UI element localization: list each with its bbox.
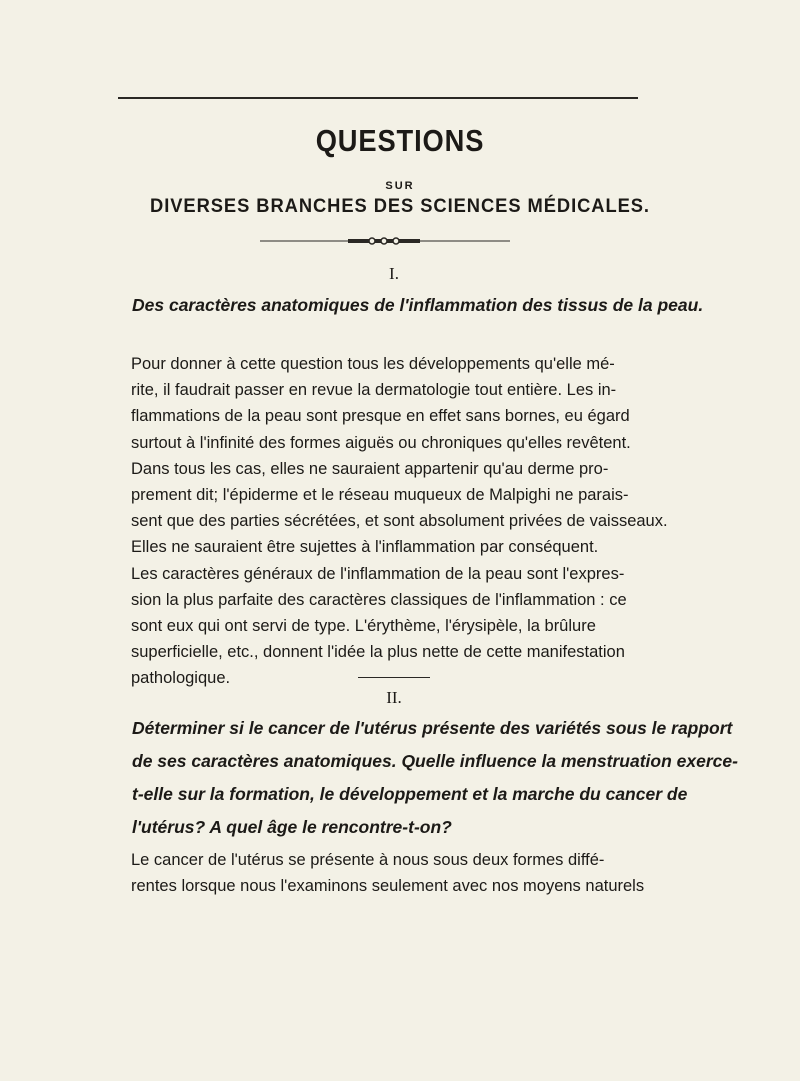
heading-line: de ses caractères anatomiques. Quelle influence la menstruation exerce- (132, 751, 738, 771)
body-line: surtout à l'infinité des formes aiguës ou chroniques qu'elles revêtent. (131, 433, 631, 452)
section-body (131, 847, 711, 899)
ornament-divider (260, 236, 510, 246)
body-line: Dans tous les cas, elles ne sauraient appartenir qu'au derme pro- (131, 459, 609, 478)
body-line: Le cancer de l'utérus se présente à nous sous deux formes diffé- (131, 851, 605, 869)
heading-line: l'utérus? A quel âge le rencontre-t-on? (132, 817, 452, 837)
body-line: rite, il faudrait passer en revue la dermatologie tout entière. Les in- (131, 381, 617, 400)
body-line: flammations de la peau sont presque en effet sans bornes, eu égard (131, 407, 630, 426)
body-line: Elles ne sauraient être sujettes à l'inflammation par conséquent. (131, 538, 599, 557)
section-separator (358, 677, 430, 678)
section-heading (132, 712, 738, 844)
heading-line: Déterminer si le cancer de l'utérus présente des variétés sous le rapport (132, 718, 733, 738)
page-title: QUESTIONS (315, 123, 485, 158)
sur-label: SUR (385, 180, 415, 192)
heading-line: t-elle sur la formation, le développement et la marche du cancer de (132, 784, 688, 804)
body-line: Les caractères généraux de l'inflammation de la peau sont l'expres- (131, 564, 625, 583)
body-line: sent que des parties sécrétées, et sont absolument privées de vaisseaux. (131, 512, 668, 531)
body-line: prement dit; l'épiderme et le réseau muqueux de Malpighi ne parais- (131, 486, 629, 505)
top-rule (118, 97, 638, 99)
body-line: sont eux qui ont servi de type. L'érythème, l'érysipèle, la brûlure (131, 617, 596, 636)
section-heading: Des caractères anatomiques de l'inflammation des tissus de la peau. (132, 295, 704, 315)
body-line: pathologique. (131, 669, 231, 688)
section-numeral: I. (389, 264, 399, 283)
body-line: Pour donner à cette question tous les développements qu'elle mé- (131, 355, 615, 373)
page-subtitle: DIVERSES BRANCHES DES SCIENCES MÉDICALES. (150, 195, 650, 217)
body-line: rentes lorsque nous l'examinons seulement avec nos moyens naturels (131, 877, 645, 896)
body-line: superficielle, etc., donnent l'idée la plus nette de cette manifestation (131, 643, 625, 662)
section-numeral: II. (386, 688, 402, 707)
section-body (131, 351, 711, 692)
body-line: sion la plus parfaite des caractères classiques de l'inflammation : ce (131, 590, 627, 609)
